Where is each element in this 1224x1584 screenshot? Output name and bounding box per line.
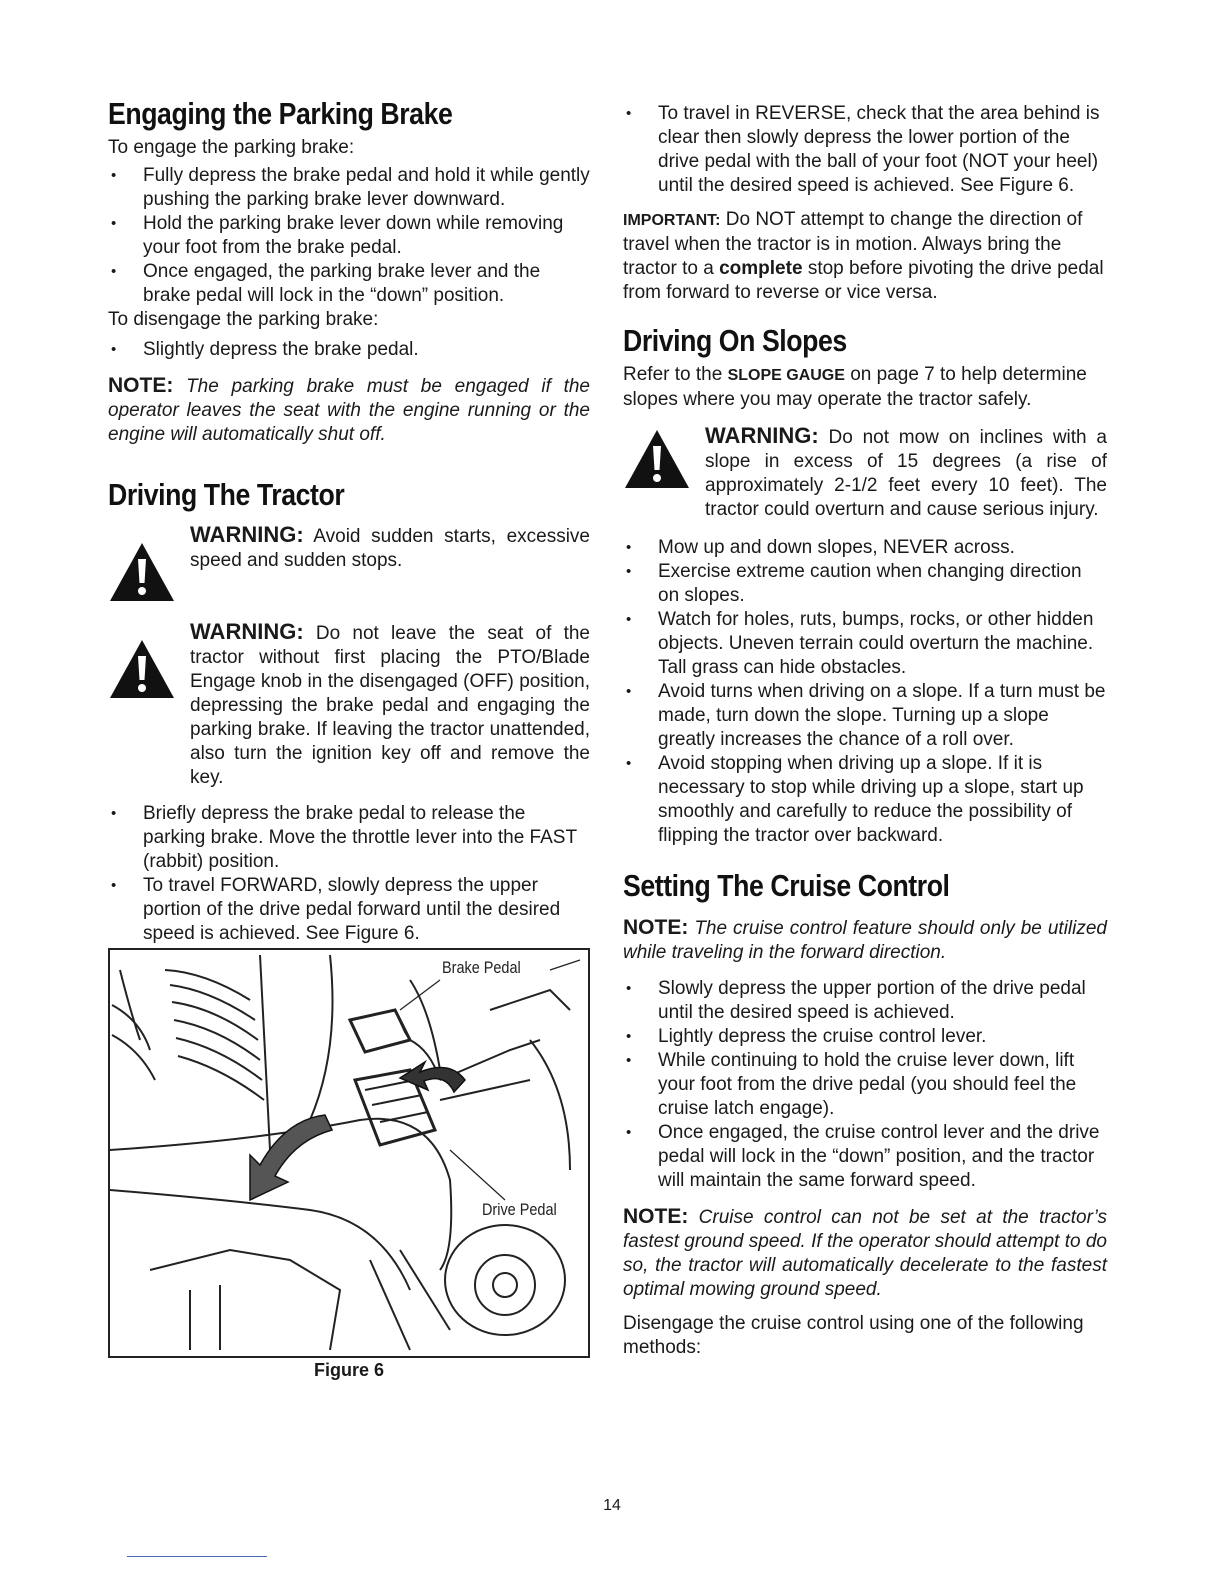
list-item: • Watch for holes, ruts, bumps, rocks, or other hidden objects. Uneven terrain could overturn the machine. Tall grass can hide obstacles. xyxy=(623,608,1107,680)
figure-caption: Figure 6 xyxy=(313,1360,384,1380)
slopes-intro-text: on page 7 to help determine slopes where you may operate the tractor safely. xyxy=(623,364,1087,410)
brake-pedal-label: Brake Pedal xyxy=(442,958,521,977)
right-column xyxy=(623,102,1107,1360)
list-item: • Exercise extreme caution when changing direction on slopes. xyxy=(623,560,1107,608)
warning-block xyxy=(623,424,1107,522)
list-item: • Mow up and down slopes, NEVER across. xyxy=(623,536,1107,560)
slope-gauge-ref: SLOPE GAUGE xyxy=(727,367,845,384)
warning-block xyxy=(108,523,590,608)
warning-text xyxy=(705,424,1107,522)
important-text: Do NOT attempt to change the direction of travel when the tractor is in motion. Always bring the tractor to a xyxy=(623,209,1083,279)
slopes-intro-text: Refer to the xyxy=(623,364,723,385)
left-column xyxy=(108,96,590,1381)
note-label: NOTE: xyxy=(108,374,174,397)
note-label: NOTE: xyxy=(623,916,689,939)
list-item: • Once engaged, the cruise control lever and the drive pedal will lock in the “down” position, and the tractor will maintain the same forward speed. xyxy=(623,1121,1107,1193)
parking-intro: To engage the parking brake: xyxy=(108,137,355,158)
list-item: • Slowly depress the upper portion of the drive pedal until the desired speed is achieved. xyxy=(623,977,1107,1025)
list-item: • Briefly depress the brake pedal to release the parking brake. Move the throttle lever into the FAST (rabbit) position. xyxy=(108,802,590,874)
important-label: IMPORTANT: xyxy=(623,212,721,229)
disengage-intro: To disengage the parking brake: xyxy=(108,309,379,330)
note-label: NOTE: xyxy=(623,1205,689,1228)
warning-text xyxy=(190,620,590,790)
note-text: The parking brake must be engaged if the operator leaves the seat with the engine running or the engine will automatically shut off. xyxy=(108,376,590,445)
page-number: 14 xyxy=(603,1497,621,1514)
important-emphasis: complete xyxy=(719,258,803,279)
footer-divider xyxy=(127,1556,267,1557)
figure-6-illustration xyxy=(108,948,590,1358)
warning-label: WARNING: xyxy=(190,522,304,547)
list-item: • Avoid turns when driving on a slope. If a turn must be made, turn down the slope. Turning up a slope greatly increases the chance of a roll over. xyxy=(623,680,1107,752)
list-item: • To travel in REVERSE, check that the area behind is clear then slowly depress the lower portion of the drive pedal with the ball of your foot (NOT your heel) until the desired speed is achieved. See Figure 6. xyxy=(623,102,1107,198)
important-text: stop before pivoting the drive pedal from forward to reverse or vice versa. xyxy=(623,258,1104,303)
warning-label: WARNING: xyxy=(190,619,304,644)
parking-brake-heading: Engaging the Parking Brake xyxy=(108,96,453,131)
important-paragraph xyxy=(623,208,1107,305)
warning-body: Avoid sudden starts, excessive speed and sudden stops. xyxy=(190,526,590,571)
disengage-steps-list xyxy=(108,338,590,362)
note-text: The cruise control feature should only be utilized while traveling in the forward direction. xyxy=(623,918,1107,963)
list-item: • Hold the parking brake lever down while removing your foot from the brake pedal. xyxy=(108,212,590,260)
warning-body: Do not mow on inclines with a slope in excess of 15 degrees (a rise of approximately 2-1/2 feet every 10 feet). The tractor could overturn and cause serious injury. xyxy=(705,427,1107,520)
tractor-pedal-drawing xyxy=(110,950,588,1356)
list-item: • While continuing to hold the cruise lever down, lift your foot from the drive pedal (you should feel the cruise latch engage). xyxy=(623,1049,1107,1121)
slopes-intro xyxy=(623,363,1107,412)
driving-steps-list xyxy=(108,802,590,946)
drive-pedal-label: Drive Pedal xyxy=(482,1200,557,1219)
list-item: • Fully depress the brake pedal and hold it while gently pushing the parking brake lever downward. xyxy=(108,164,590,212)
cruise-heading: Setting The Cruise Control xyxy=(623,868,950,903)
driving-heading: Driving The Tractor xyxy=(108,477,345,512)
cruise-steps-list xyxy=(623,977,1107,1193)
list-item: • To travel FORWARD, slowly depress the upper portion of the drive pedal forward until the desired speed is achieved. See Figure 6. xyxy=(108,874,590,946)
warning-block xyxy=(108,620,590,790)
cruise-note-2 xyxy=(623,1205,1107,1302)
warning-triangle-icon xyxy=(108,620,190,790)
list-item: • Avoid stopping when driving up a slope. If it is necessary to stop while driving up a slope, start up smoothly and carefully to reduce the possibility of flipping the tractor over backward. xyxy=(623,752,1107,848)
warning-text xyxy=(190,523,590,608)
cruise-note-1 xyxy=(623,916,1107,965)
warning-body: Do not leave the seat of the tractor without first placing the PTO/Blade Engage knob in the disengaged (OFF) position, depressing the brake pedal and engaging the parking brake. If leaving the tractor unattended, also turn the ignition key off and remove the key. xyxy=(190,623,590,788)
parking-steps-list xyxy=(108,164,590,308)
slopes-steps-list xyxy=(623,536,1107,848)
list-item: • Once engaged, the parking brake lever and the brake pedal will lock in the “down” position. xyxy=(108,260,590,308)
list-item: • Lightly depress the cruise control lever. xyxy=(623,1025,1107,1049)
warning-label: WARNING: xyxy=(705,423,819,448)
warning-triangle-icon xyxy=(108,523,190,608)
warning-triangle-icon xyxy=(623,424,705,522)
slopes-heading: Driving On Slopes xyxy=(623,323,847,358)
note-text: Cruise control can not be set at the tractor’s fastest ground speed. If the operator should attempt to do so, the tractor will automatically decelerate to the fastest optimal mowing ground speed. xyxy=(623,1207,1108,1300)
parking-note xyxy=(108,374,590,447)
cruise-outro: Disengage the cruise control using one of the following methods: xyxy=(623,1313,1084,1358)
reverse-step-list xyxy=(623,102,1107,198)
list-item: • Slightly depress the brake pedal. xyxy=(108,338,590,362)
